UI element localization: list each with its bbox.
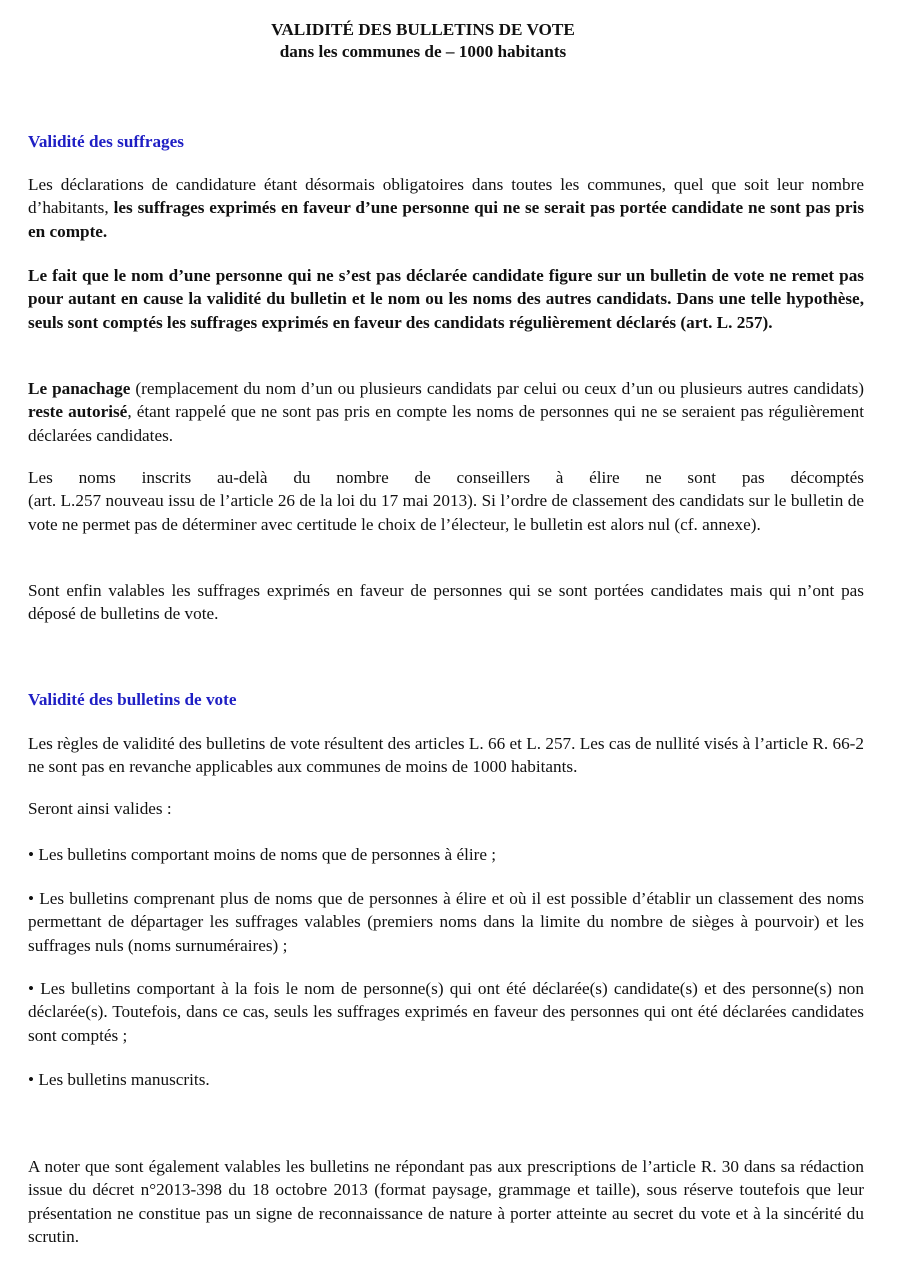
paragraph-noms-surnumeraires [28, 466, 864, 536]
noms-surnumeraires-line-1: Les noms inscrits au-delà du nombre de conseillers à élire ne sont pas décomptés [28, 468, 864, 487]
list-item-plus-de-noms: • Les bulletins comprenant plus de noms que de personnes à élire et où il est possible d’établir un classement des noms permettant de départager les suffrages valables (premiers noms dans la limite du nombre de sièges à pourvoir) et les suffrages nuls (noms surnuméraires) ; [28, 889, 864, 955]
list-item-manuscrits: • Les bulletins manuscrits. [28, 1070, 210, 1089]
paragraph-declarations-text: Les déclarations de candidature étant désormais obligatoires dans toutes les communes, quel que soit leur nombre d’habitants, [28, 175, 864, 218]
paragraph-sans-bulletins: Sont enfin valables les suffrages exprimés en faveur de personnes qui se sont portées candidates mais qui n’ont pas déposé de bulletins de vote. [28, 581, 864, 624]
section-heading-suffrages: Validité des suffrages [28, 132, 184, 151]
panachage-definition: (remplacement du nom d’un ou plusieurs candidats par celui ou ceux d’un ou plusieurs autres candidats) [130, 379, 864, 398]
paragraph-declarations-bold: les suffrages exprimés en faveur d’une personne qui ne se serait pas portée candidate ne sont pas pris en compte. [28, 198, 865, 241]
paragraph-panachage [28, 377, 864, 447]
panachage-autorise: reste autorisé [28, 402, 128, 422]
list-item-moins-de-noms: • Les bulletins comportant moins de noms que de personnes à élire ; [28, 845, 497, 864]
list-item-noms-declares-non-declares: • Les bulletins comportant à la fois le nom de personne(s) qui ont été déclarée(s) candidate(s) et des personne(s) non déclarée(s). Toutefois, dans ce cas, seuls les suffrages exprimés en faveur des personnes qui ont été déclarées candidates sont comptés ; [28, 979, 864, 1045]
title-line-1: VALIDITÉ DES BULLETINS DE VOTE [271, 20, 575, 39]
paragraph-note-article-r30: A noter que sont également valables les bulletins ne répondant pas aux prescriptions de l’article R. 30 dans sa rédaction issue du décret n°2013-398 du 18 octobre 2013 (format paysage, grammage et taille), sous réserve toutefois que leur présentation ne constitue pas un signe de reconnaissance de nature à porter atteinte au secret du vote et à la sincérité du scrutin. [28, 1157, 864, 1247]
title-line-2: dans les communes de – 1000 habitants [279, 42, 567, 61]
panachage-rappel: , étant rappelé que ne sont pas pris en compte les noms de personnes qui ne se seraient pas régulièrement déclarées candidates. [28, 402, 864, 445]
document-title [0, 19, 846, 63]
panachage-term: Le panachage [28, 379, 131, 398]
section-heading-bulletins: Validité des bulletins de vote [28, 690, 237, 709]
paragraph-seront-valides: Seront ainsi valides : [28, 799, 172, 818]
paragraph-declarations [28, 173, 864, 243]
paragraph-nom-non-candidat: Le fait que le nom d’une personne qui ne s’est pas déclarée candidate figure sur un bulletin de vote ne remet pas pour autant en cause la validité du bulletin et le nom ou les noms des autres candidats. Dans une telle hypothèse, seuls sont comptés les suffrages exprimés en faveur des candidats régulièrement déclarés (art. L. 257). [28, 266, 864, 332]
paragraph-regles-validite: Les règles de validité des bulletins de vote résultent des articles L. 66 et L. 257. Les cas de nullité visés à l’article R. 66-2 ne sont pas en revanche applicables aux communes de moins de 1000 habitants. [28, 734, 864, 777]
noms-surnumeraires-rest: (art. L.257 nouveau issu de l’article 26 de la loi du 17 mai 2013). Si l’ordre de classement des candidats sur le bulletin de vote ne permet pas de déterminer avec certitude le choix de l’électeur, le bulletin est alors nul (cf. annexe). [28, 491, 864, 534]
